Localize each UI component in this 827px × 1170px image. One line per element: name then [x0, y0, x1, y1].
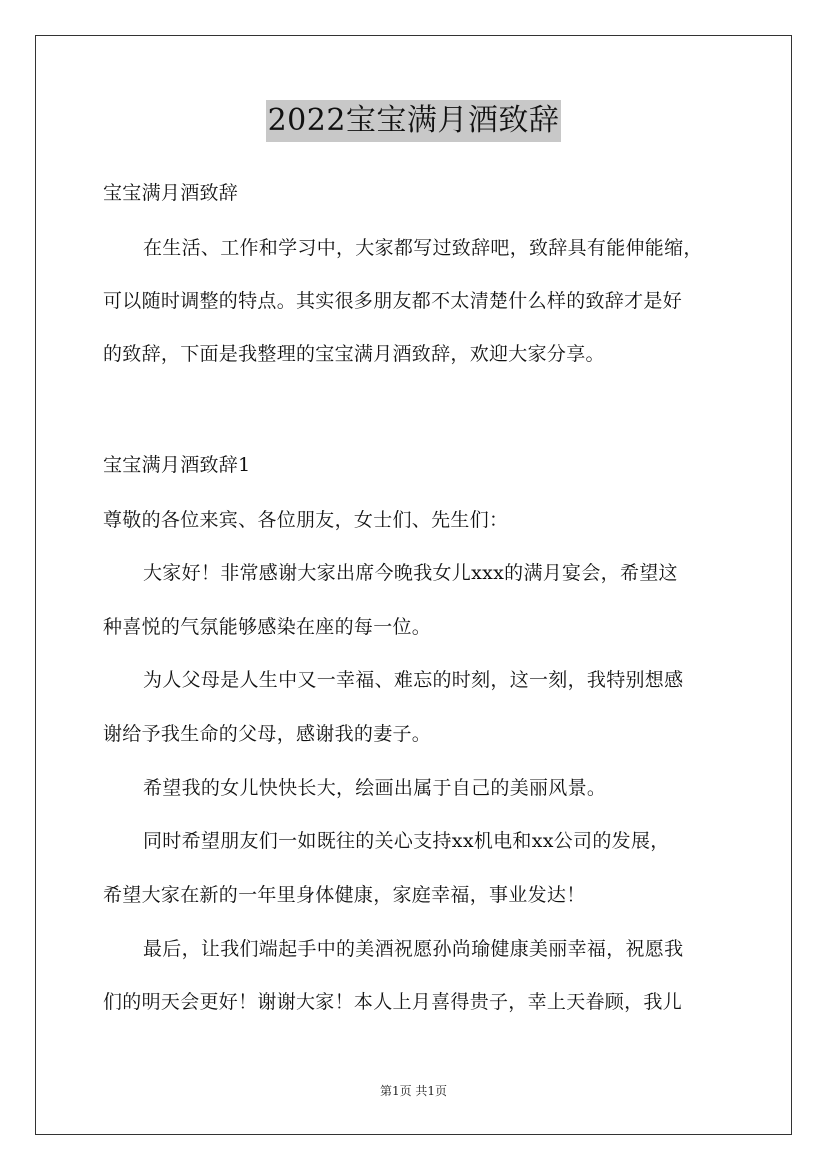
- paragraph-line: 们的明天会更好！谢谢大家！本人上月喜得贵子，幸上天眷顾，我儿: [103, 991, 683, 1013]
- paragraph-line: 在生活、工作和学习中，大家都写过致辞吧，致辞具有能伸能缩，: [143, 237, 703, 259]
- paragraph-line: 同时希望朋友们一如既往的关心支持xx机电和xx公司的发展，: [143, 830, 670, 852]
- paragraph-line: 大家好！非常感谢大家出席今晚我女儿xxx的满月宴会，希望这: [143, 562, 678, 584]
- paragraph-line: 为人父母是人生中又一幸福、难忘的时刻，这一刻，我特别想感: [143, 669, 684, 691]
- paragraph-line: 希望大家在新的一年里身体健康，家庭幸福，事业发达！: [103, 884, 586, 906]
- paragraph-line: 的致辞，下面是我整理的宝宝满月酒致辞，欢迎大家分享。: [103, 343, 605, 365]
- paragraph-line: 种喜悦的气氛能够感染在座的每一位。: [103, 616, 432, 638]
- page-footer: 第1页 共1页: [379, 1084, 448, 1098]
- section-heading-1: 宝宝满月酒致辞1: [103, 454, 251, 476]
- section-heading-intro: 宝宝满月酒致辞: [103, 182, 239, 204]
- salutation-line: 尊敬的各位来宾、各位朋友，女士们、先生们：: [103, 509, 509, 531]
- paragraph-line: 可以随时调整的特点。其实很多朋友都不太清楚什么样的致辞才是好: [103, 290, 683, 312]
- paragraph-line: 最后，让我们端起手中的美酒祝愿孙尚瑜健康美丽幸福，祝愿我: [143, 938, 684, 960]
- paragraph-line: 希望我的女儿快快长大，绘画出属于自己的美丽风景。: [143, 777, 607, 799]
- document-title: 2022宝宝满月酒致辞: [266, 100, 562, 142]
- paragraph-line: 谢给予我生命的父母，感谢我的妻子。: [103, 723, 432, 745]
- document-title-wrapper: [0, 100, 827, 142]
